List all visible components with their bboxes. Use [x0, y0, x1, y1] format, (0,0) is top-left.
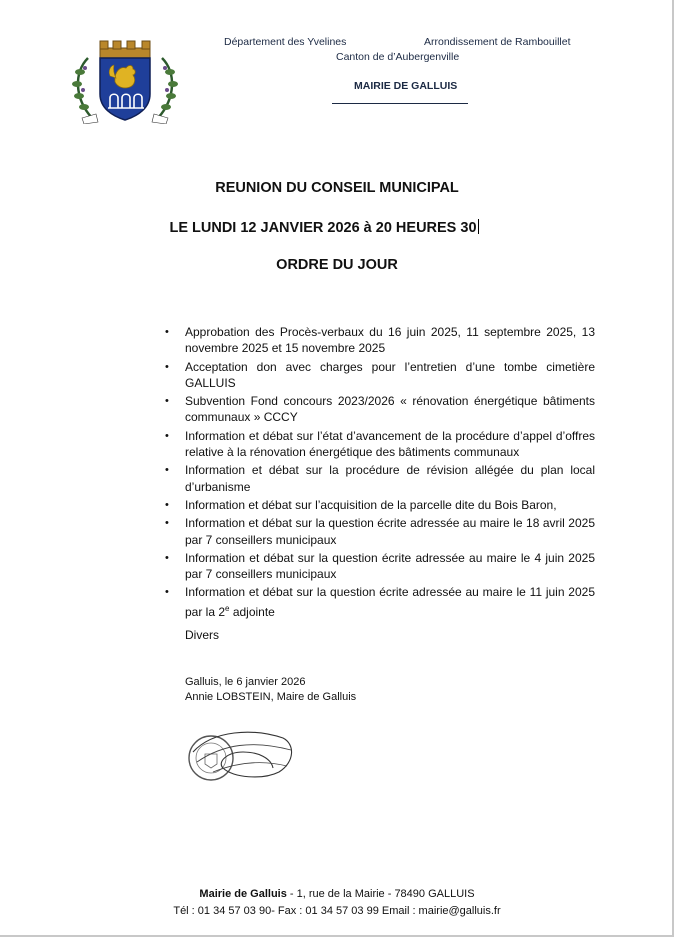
bullet-icon: •: [165, 586, 169, 599]
agenda-heading: ORDRE DU JOUR: [276, 257, 398, 273]
meeting-date-text: LE LUNDI 12 JANVIER 2026 à 20 HEURES 30: [169, 220, 477, 236]
signature-date: Galluis, le 6 janvier 2026: [185, 676, 306, 688]
bullet-icon: •: [165, 326, 169, 338]
header-arrondissement: Arrondissement de Rambouillet: [424, 36, 571, 48]
agenda-item-text: Information et débat sur l’état d’avancement de la procédure d’appel d’offres relative à la rénovation énergétique des bâtiments communaux: [185, 428, 595, 460]
agenda-item: [165, 359, 595, 392]
agenda-item: [165, 462, 595, 495]
ordinal-superscript: e: [225, 603, 230, 613]
agenda-item-text: Acceptation don avec charges pour l’entretien d’une tombe cimetière GALLUIS: [185, 359, 595, 390]
ribbon-right: [152, 114, 168, 124]
agenda-item: [165, 497, 595, 513]
bullet-icon: •: [165, 360, 169, 373]
ribbon-left: [82, 114, 98, 124]
agenda-item-text: Information et débat sur l’acquisition de la parcelle dite du Bois Baron,: [185, 497, 557, 512]
footer-contact: Tél : 01 34 57 03 90- Fax : 01 34 57 03 99 Email : mairie@galluis.fr: [173, 905, 501, 917]
agenda-item: [165, 515, 595, 548]
text-cursor: [478, 219, 479, 234]
bullet-icon: •: [165, 395, 169, 408]
footer-address-text: - 1, rue de la Mairie - 78490 GALLUIS: [286, 888, 475, 900]
meeting-date: [0, 219, 661, 236]
agenda-item-tail: adjointe: [229, 604, 275, 619]
bullet-icon: •: [165, 517, 169, 530]
agenda-item-text: Information et débat sur la question écrite adressée au maire le 11 juin 2025 par la 2: [185, 585, 595, 619]
agenda-item: [165, 428, 595, 461]
agenda-item-text: Information et débat sur la question écrite adressée au maire le 4 juin 2025 par 7 conseillers municipaux: [185, 550, 595, 582]
header-mairie: MAIRIE DE GALLUIS: [354, 80, 458, 92]
header-canton: Canton de d’Aubergenville: [336, 51, 460, 63]
meeting-title: REUNION DU CONSEIL MUNICIPAL: [215, 180, 459, 196]
bullet-icon: •: [165, 464, 169, 477]
agenda-item-text: Information et débat sur la question écrite adressée au maire le 18 avril 2025 par 7 conseillers municipaux: [185, 516, 595, 547]
bullet-icon: •: [165, 498, 169, 511]
signature-name: Annie LOBSTEIN, Maire de Galluis: [185, 691, 357, 703]
shield: [100, 58, 150, 120]
agenda-item-text: Approbation des Procès-verbaux du 16 juin 2025, 11 septembre 2025, 13 novembre 2025 et 15 novembre 2025: [185, 325, 595, 356]
signature-stroke: [193, 732, 292, 777]
footer-address: [0, 888, 674, 900]
agenda-list: [165, 324, 595, 622]
agenda-item-text: Information et débat sur la procédure de révision allégée du plan local d’urbanisme: [185, 463, 595, 494]
agenda-item: [165, 584, 595, 620]
bullet-icon: •: [165, 551, 169, 564]
header-divider: [332, 103, 468, 104]
footer-mairie-name: Mairie de Galluis: [199, 888, 287, 900]
agenda-item: [165, 324, 595, 357]
official-stamp-and-signature: [183, 722, 298, 786]
agenda-item-text: Subvention Fond concours 2023/2026 « rénovation énergétique bâtiments communaux » CCCY: [185, 394, 595, 425]
header-departement: Département des Yvelines: [224, 36, 347, 48]
divers-label: Divers: [185, 628, 220, 642]
agenda-item: [165, 550, 595, 583]
agenda-item: [165, 393, 595, 426]
coat-of-arms-logo: [70, 38, 180, 124]
bullet-icon: •: [165, 429, 169, 442]
